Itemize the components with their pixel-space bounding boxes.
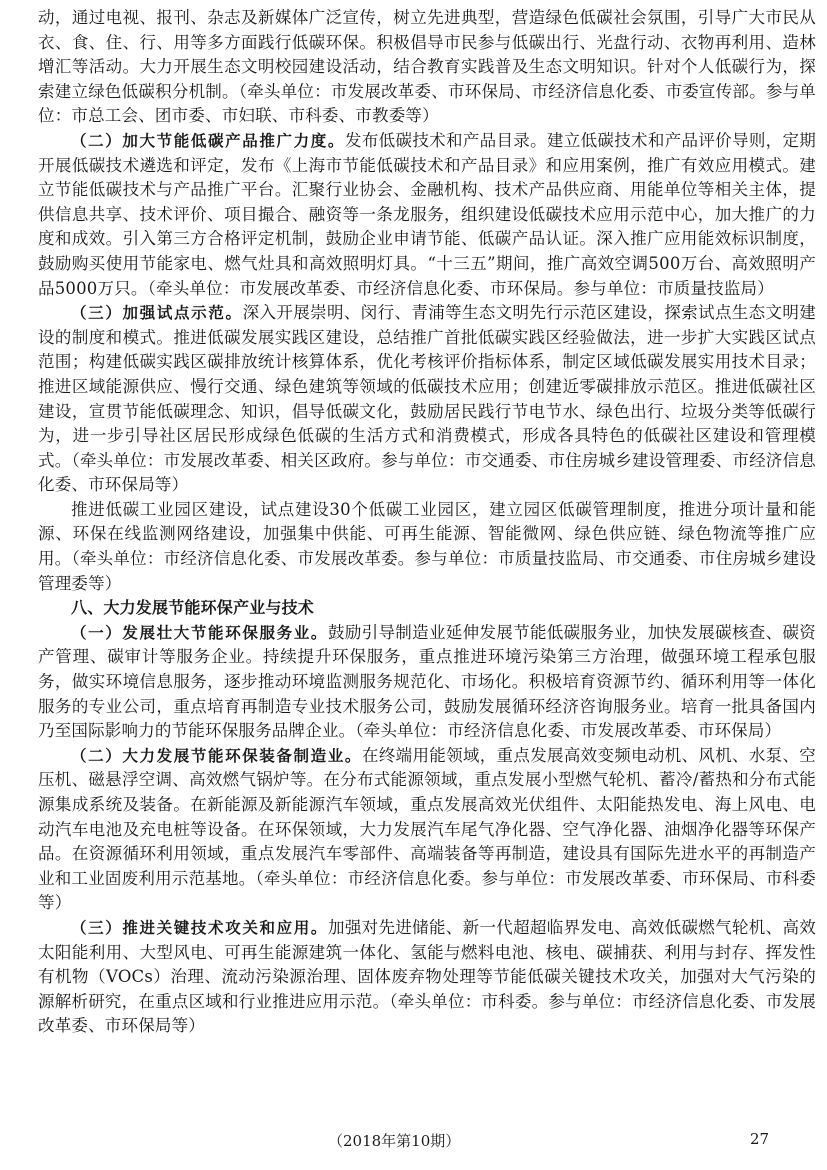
paragraph-text: 在终端用能领域，重点发展高效变频电动机、风机、水泵、空压机、磁悬浮空调、高效燃气锅炉等。在分布式能源领域，重点发展小型燃气轮机、蓄冷/蓄热和分布式能源集成系统及装备。在新能源及新能源汽车领域，重点发展高效光伏组件、太阳能热发电、海上风电、电动汽车电池及充电桩等设备。在环保领域，大力发展汽车尾气净化器、空气净化器、油烟净化器等环保产品。在资源循环利用领域，重点发展汽车零部件、高端装备等再制造，建设具有国际先进水平的再制造产业和工业固废利用示范基地。（牵头单位：市经济信息化委。参与单位：市发展改革委、市环保局、市科委等） xyxy=(38,745,816,913)
paragraph-text: 深入开展崇明、闵行、青浦等生态文明先行示范区建设，探索试点生态文明建设的制度和模式。推进低碳发展实践区建设，总结推广首批低碳实践区经验做法，进一步扩大实践区试点范围；构建低碳实践区碳排放统计核算体系，优化考核评价指标体系，制定区域低碳发展实用技术目录；推进区域能源供应、慢行交通、绿色建筑等领域的低碳技术应用；创建近零碳排放示范区。推进低碳社区建设，宣贯节能低碳理念、知识，倡导低碳文化，鼓励居民践行节电节水、绿色出行、垃圾分类等低碳行为，进一步引导社区居民形成绿色低碳的生活方式和消费模式，形成各具特色的低碳社区建设和管理模式。（牵头单位：市发展改革委、相关区政府。参与单位：市交通委、市住房城乡建设管理委、市经济信息化委、市环保局等） xyxy=(38,303,816,495)
paragraph-key-technologies xyxy=(38,916,816,1039)
paragraph-industrial-parks: 推进低碳工业园区建设，试点建设30个低碳工业园区，建立园区低碳管理制度，推进分项计量和能源、环保在线监测网络建设，加强集中供能、可再生能源、智能微网、绿色供应链、绿色物流等推广应用。（牵头单位：市经济信息化委、市发展改革委。参与单位：市质量技监局、市交通委、市住房城乡建设管理委等） xyxy=(38,499,816,593)
subheading-low-carbon-products: （二）加大节能低碳产品推广力度。 xyxy=(71,131,346,150)
paragraph-equipment-manufacturing xyxy=(38,744,816,916)
subheading-pilot-demonstration: （三）加强试点示范。 xyxy=(71,304,243,323)
paragraph-text: 发布低碳技术和产品目录。建立低碳技术和产品评价导则，定期开展低碳技术遴选和评定，发布《上海市节能低碳技术和产品目录》和应用案例，推广有效应用模式。建立节能低碳技术与产品推广平台。汇聚行业协会、金融机构、技术产品供应商、用能单位等相关主体，提供信息共享、技术评价、项目撮合、融资等一条龙服务，组织建设低碳技术应用示范中心，加大推广的力度和成效。引入第三方合格评定机制，鼓励企业申请节能、低碳产品认证。深入推广应用能效标识制度，鼓励购买使用节能家电、燃气灶具和高效照明灯具。“十三五”期间，推广高效空调500万台、高效照明产品5000万只。（牵头单位：市发展改革委、市经济信息化委、市环保局。参与单位：市质量技监局） xyxy=(38,130,816,298)
paragraph-continued: 动，通过电视、报刊、杂志及新媒体广泛宣传，树立先进典型，营造绿色低碳社会氛围，引导广大市民从衣、食、住、行、用等多方面践行低碳环保。积极倡导市民参与低碳出行、光盘行动、衣物再利用、造林增汇等活动。大力开展生态文明校园建设活动，结合教育实践普及生态文明知识。针对个人低碳行为，探索建立绿色低碳积分机制。（牵头单位：市发展改革委、市环保局、市经济信息化委、市委宣传部。参与单位：市总工会、团市委、市妇联、市科委、市教委等） xyxy=(38,8,816,126)
paragraph-low-carbon-products xyxy=(38,129,816,301)
subheading-equipment-manufacturing: （二）大力发展节能环保装备制造业。 xyxy=(71,746,363,765)
paragraph-text: 加强对先进储能、新一代超超临界发电、高效低碳燃气轮机、高效太阳能利用、大型风电、可再生能源建筑一体化、氢能与燃料电池、核电、碳捕获、利用与封存、挥发性有机物（VOCs）治理、流动污染源治理、固体废弃物处理等节能低碳关键技术攻关，加强对大气污染的源解析研究，在重点区域和行业推进应用示范。（牵头单位：市科委。参与单位：市经济信息化委、市发展改革委、市环保局等） xyxy=(38,917,816,1036)
section-heading-8: 八、大力发展节能环保产业与技术 xyxy=(71,598,315,618)
document-body xyxy=(38,6,816,1039)
page-footer xyxy=(0,1130,827,1154)
subheading-environmental-services: （一）发展壮大节能环保服务业。 xyxy=(71,623,328,642)
paragraph-text: 鼓励引导制造业延伸发展节能低碳服务业，加快发展碳核查、碳资产管理、碳审计等服务企业。持续提升环保服务，重点推进环境污染第三方治理，做强环境工程承包服务，做实环境信息服务，逐步推动环境监测服务规范化、市场化。积极培育资源节约、循环利用等一体化服务的专业公司，重点培育再制造专业技术服务公司，鼓励发展循环经济咨询服务业。培育一批具备国内乃至国际影响力的节能环保服务品牌企业。（牵头单位：市经济信息化委、市发展改革委、市环保局） xyxy=(38,622,816,741)
paragraph-environmental-services xyxy=(38,621,816,744)
issue-label: （2018年第10期） xyxy=(328,1132,461,1150)
page-number: 27 xyxy=(750,1130,770,1148)
paragraph-pilot-demonstration xyxy=(38,301,816,498)
subheading-key-technologies: （三）推进关键技术攻关和应用。 xyxy=(71,918,328,937)
